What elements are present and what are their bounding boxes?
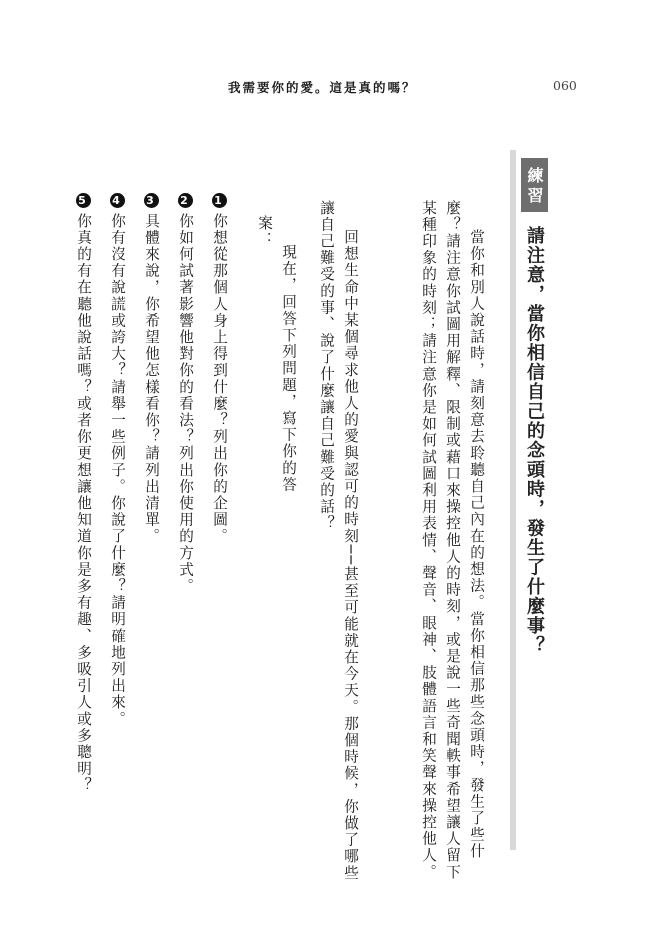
paragraph-3 bbox=[256, 215, 300, 515]
question-item bbox=[168, 193, 202, 893]
paragraph-1 bbox=[368, 200, 488, 890]
question-text: 具體來說，你希望他怎樣看你？請列出清單。 bbox=[143, 213, 160, 545]
question-number-badge: 1 bbox=[212, 193, 227, 208]
book-title: 我需要你的愛。這是真的嗎？ bbox=[228, 80, 417, 95]
exercise-badge: 練習 bbox=[521, 158, 548, 212]
question-text: 你如何試著影響他對你的看法？列出你使用的方式。 bbox=[177, 213, 194, 595]
question-number-badge: 4 bbox=[110, 193, 125, 208]
exercise-question: 請注意，當你相信自己的念頭時，發生了什麼事？ bbox=[524, 226, 545, 655]
question-text: 你有沒有說謊或誇大？請舉一些例子。你說了什麼？請明確地列出來。 bbox=[109, 213, 126, 728]
question-text: 你真的有在聽他說話嗎？或者你更想讓他知道你是多有趣、多吸引人或多聰明？ bbox=[75, 213, 92, 794]
paragraph-2-text: 回想生命中某個尋求他人的愛與認可的時刻──甚至可能就在今天。那個時候，你做了哪些讓自己難受的事、說了什麼讓自己難受的話？ bbox=[318, 200, 359, 882]
exercise-side-bar bbox=[510, 150, 516, 850]
question-number-badge: 3 bbox=[144, 193, 159, 208]
running-header bbox=[0, 78, 663, 98]
question-item bbox=[100, 193, 134, 893]
question-text: 你想從那個人身上得到什麼？列出你的企圖。 bbox=[211, 213, 228, 545]
page-number: 060 bbox=[553, 78, 577, 93]
question-list bbox=[75, 193, 236, 893]
question-item bbox=[202, 193, 236, 893]
paragraph-3-text: 現在，回答下列問題，寫下你的答案： bbox=[256, 215, 297, 494]
question-item bbox=[134, 193, 168, 893]
question-number-badge: 2 bbox=[178, 193, 193, 208]
question-number-badge: 5 bbox=[76, 193, 91, 208]
paragraph-1-text: 當你和別人說話時，請刻意去聆聽自己內在的想法。當你相信那些念頭時，發生了些什麼？請注意你試圖用解釋、限制或藉口來操控他人的時刻，或是說一些奇聞軼事希望讓人留下某種印象的時刻；請注意你是如何試圖利用表情、聲音、眼神、肢體語言和笑聲來操控他人。 bbox=[420, 200, 485, 881]
question-item bbox=[66, 193, 100, 893]
paragraph-2 bbox=[302, 200, 362, 890]
